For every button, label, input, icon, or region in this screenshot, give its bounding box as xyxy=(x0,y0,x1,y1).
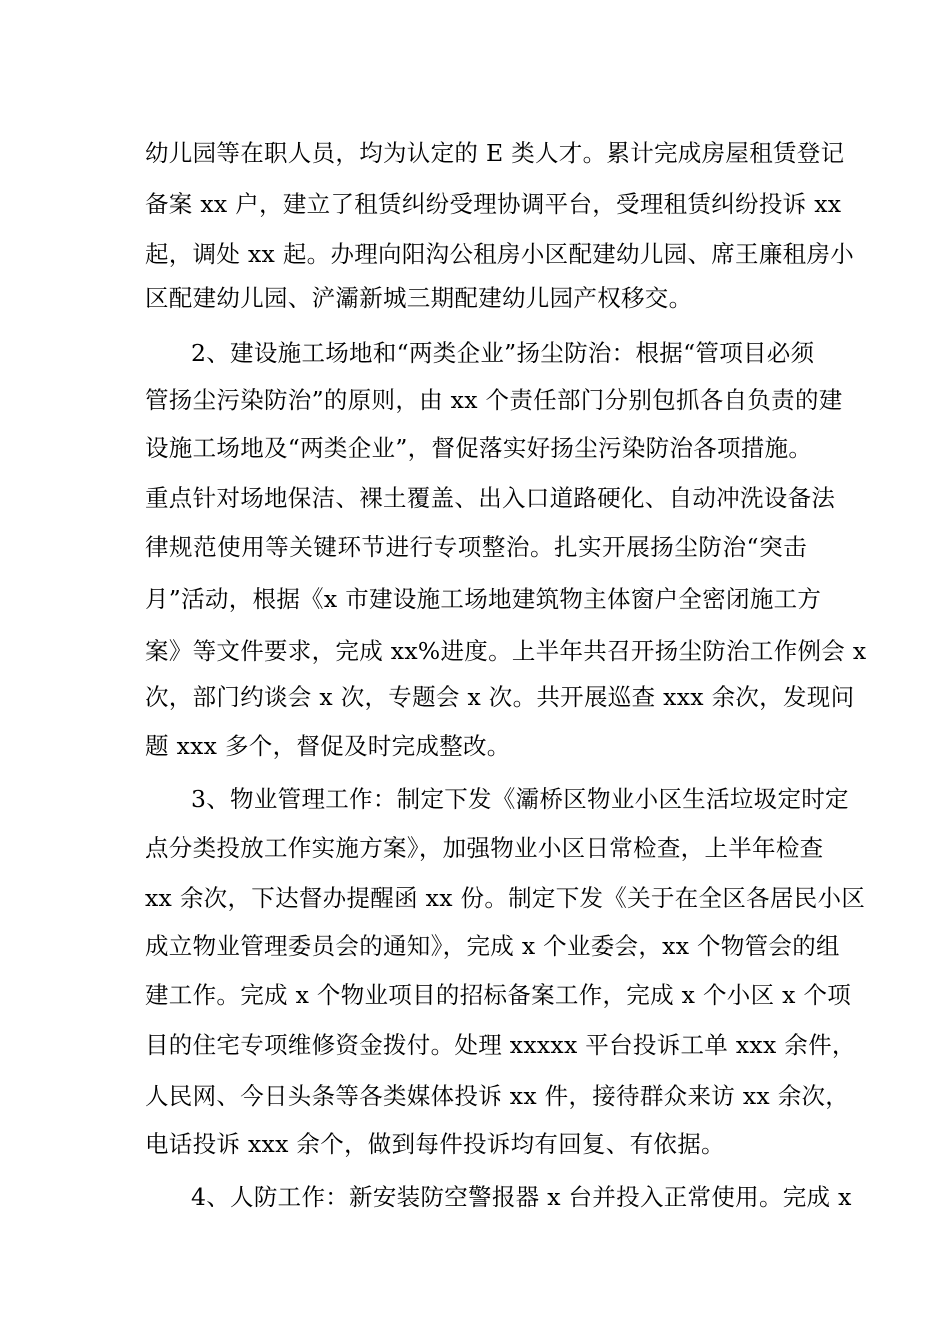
paragraph-start-line: 3、物业管理工作：制定下发《灞桥区物业小区生活垃圾定时定 xyxy=(191,785,849,813)
text-line: 重点针对场地保洁、裸土覆盖、出入口道路硬化、自动冲洗设备法 xyxy=(145,484,836,512)
text-line: 建工作。完成 x 个物业项目的招标备案工作，完成 x 个小区 x 个项 xyxy=(145,981,852,1009)
text-line: 律规范使用等关键环节进行专项整治。扎实开展扬尘防治“突击 xyxy=(145,533,807,561)
text-line: 电话投诉 xxx 余个，做到每件投诉均有回复、有依据。 xyxy=(145,1130,725,1158)
text-line: 设施工场地及“两类企业”，督促落实好扬尘污染防治各项措施。 xyxy=(145,434,813,462)
paragraph-start-line: 4、人防工作：新安装防空警报器 x 台并投入正常使用。完成 x xyxy=(191,1183,852,1211)
text-line: 备案 xx 户，建立了租赁纠纷受理协调平台，受理租赁纠纷投诉 xx xyxy=(145,190,842,218)
paragraph-start-line: 2、建设施工场地和“两类企业”扬尘防治：根据“管项目必须 xyxy=(191,339,815,367)
text-line: 目的住宅专项维修资金拨付。处理 xxxxx 平台投诉工单 xxx 余件， xyxy=(145,1031,856,1059)
text-line: 管扬尘污染防治”的原则，由 xx 个责任部门分别包抓各自负责的建 xyxy=(145,386,843,414)
text-line: 幼儿园等在职人员，均为认定的 E 类人才。累计完成房屋租赁登记 xyxy=(145,139,845,167)
text-line: 案》等文件要求，完成 xx%进度。上半年共召开扬尘防治工作例会 x xyxy=(145,637,867,665)
text-line: 题 xxx 多个，督促及时完成整改。 xyxy=(145,732,511,760)
text-line: 人民网、今日头条等各类媒体投诉 xx 件，接待群众来访 xx 余次， xyxy=(145,1082,850,1110)
text-line: 月”活动，根据《x 市建设施工场地建筑物主体窗户全密闭施工方 xyxy=(145,585,822,613)
text-line: 次，部门约谈会 x 次，专题会 x 次。共开展巡查 xxx 余次，发现问 xyxy=(145,683,855,711)
text-line: 点分类投放工作实施方案》，加强物业小区日常检查，上半年检查 xyxy=(145,834,824,862)
text-line: 区配建幼儿园、浐灞新城三期配建幼儿园产权移交。 xyxy=(145,284,693,312)
text-line: xx 余次，下达督办提醒函 xx 份。制定下发《关于在全区各居民小区 xyxy=(145,884,866,912)
text-line: 成立物业管理委员会的通知》，完成 x 个业委会，xx 个物管会的组 xyxy=(145,932,840,960)
text-line: 起，调处 xx 起。办理向阳沟公租房小区配建幼儿园、席王廉租房小 xyxy=(145,240,855,268)
